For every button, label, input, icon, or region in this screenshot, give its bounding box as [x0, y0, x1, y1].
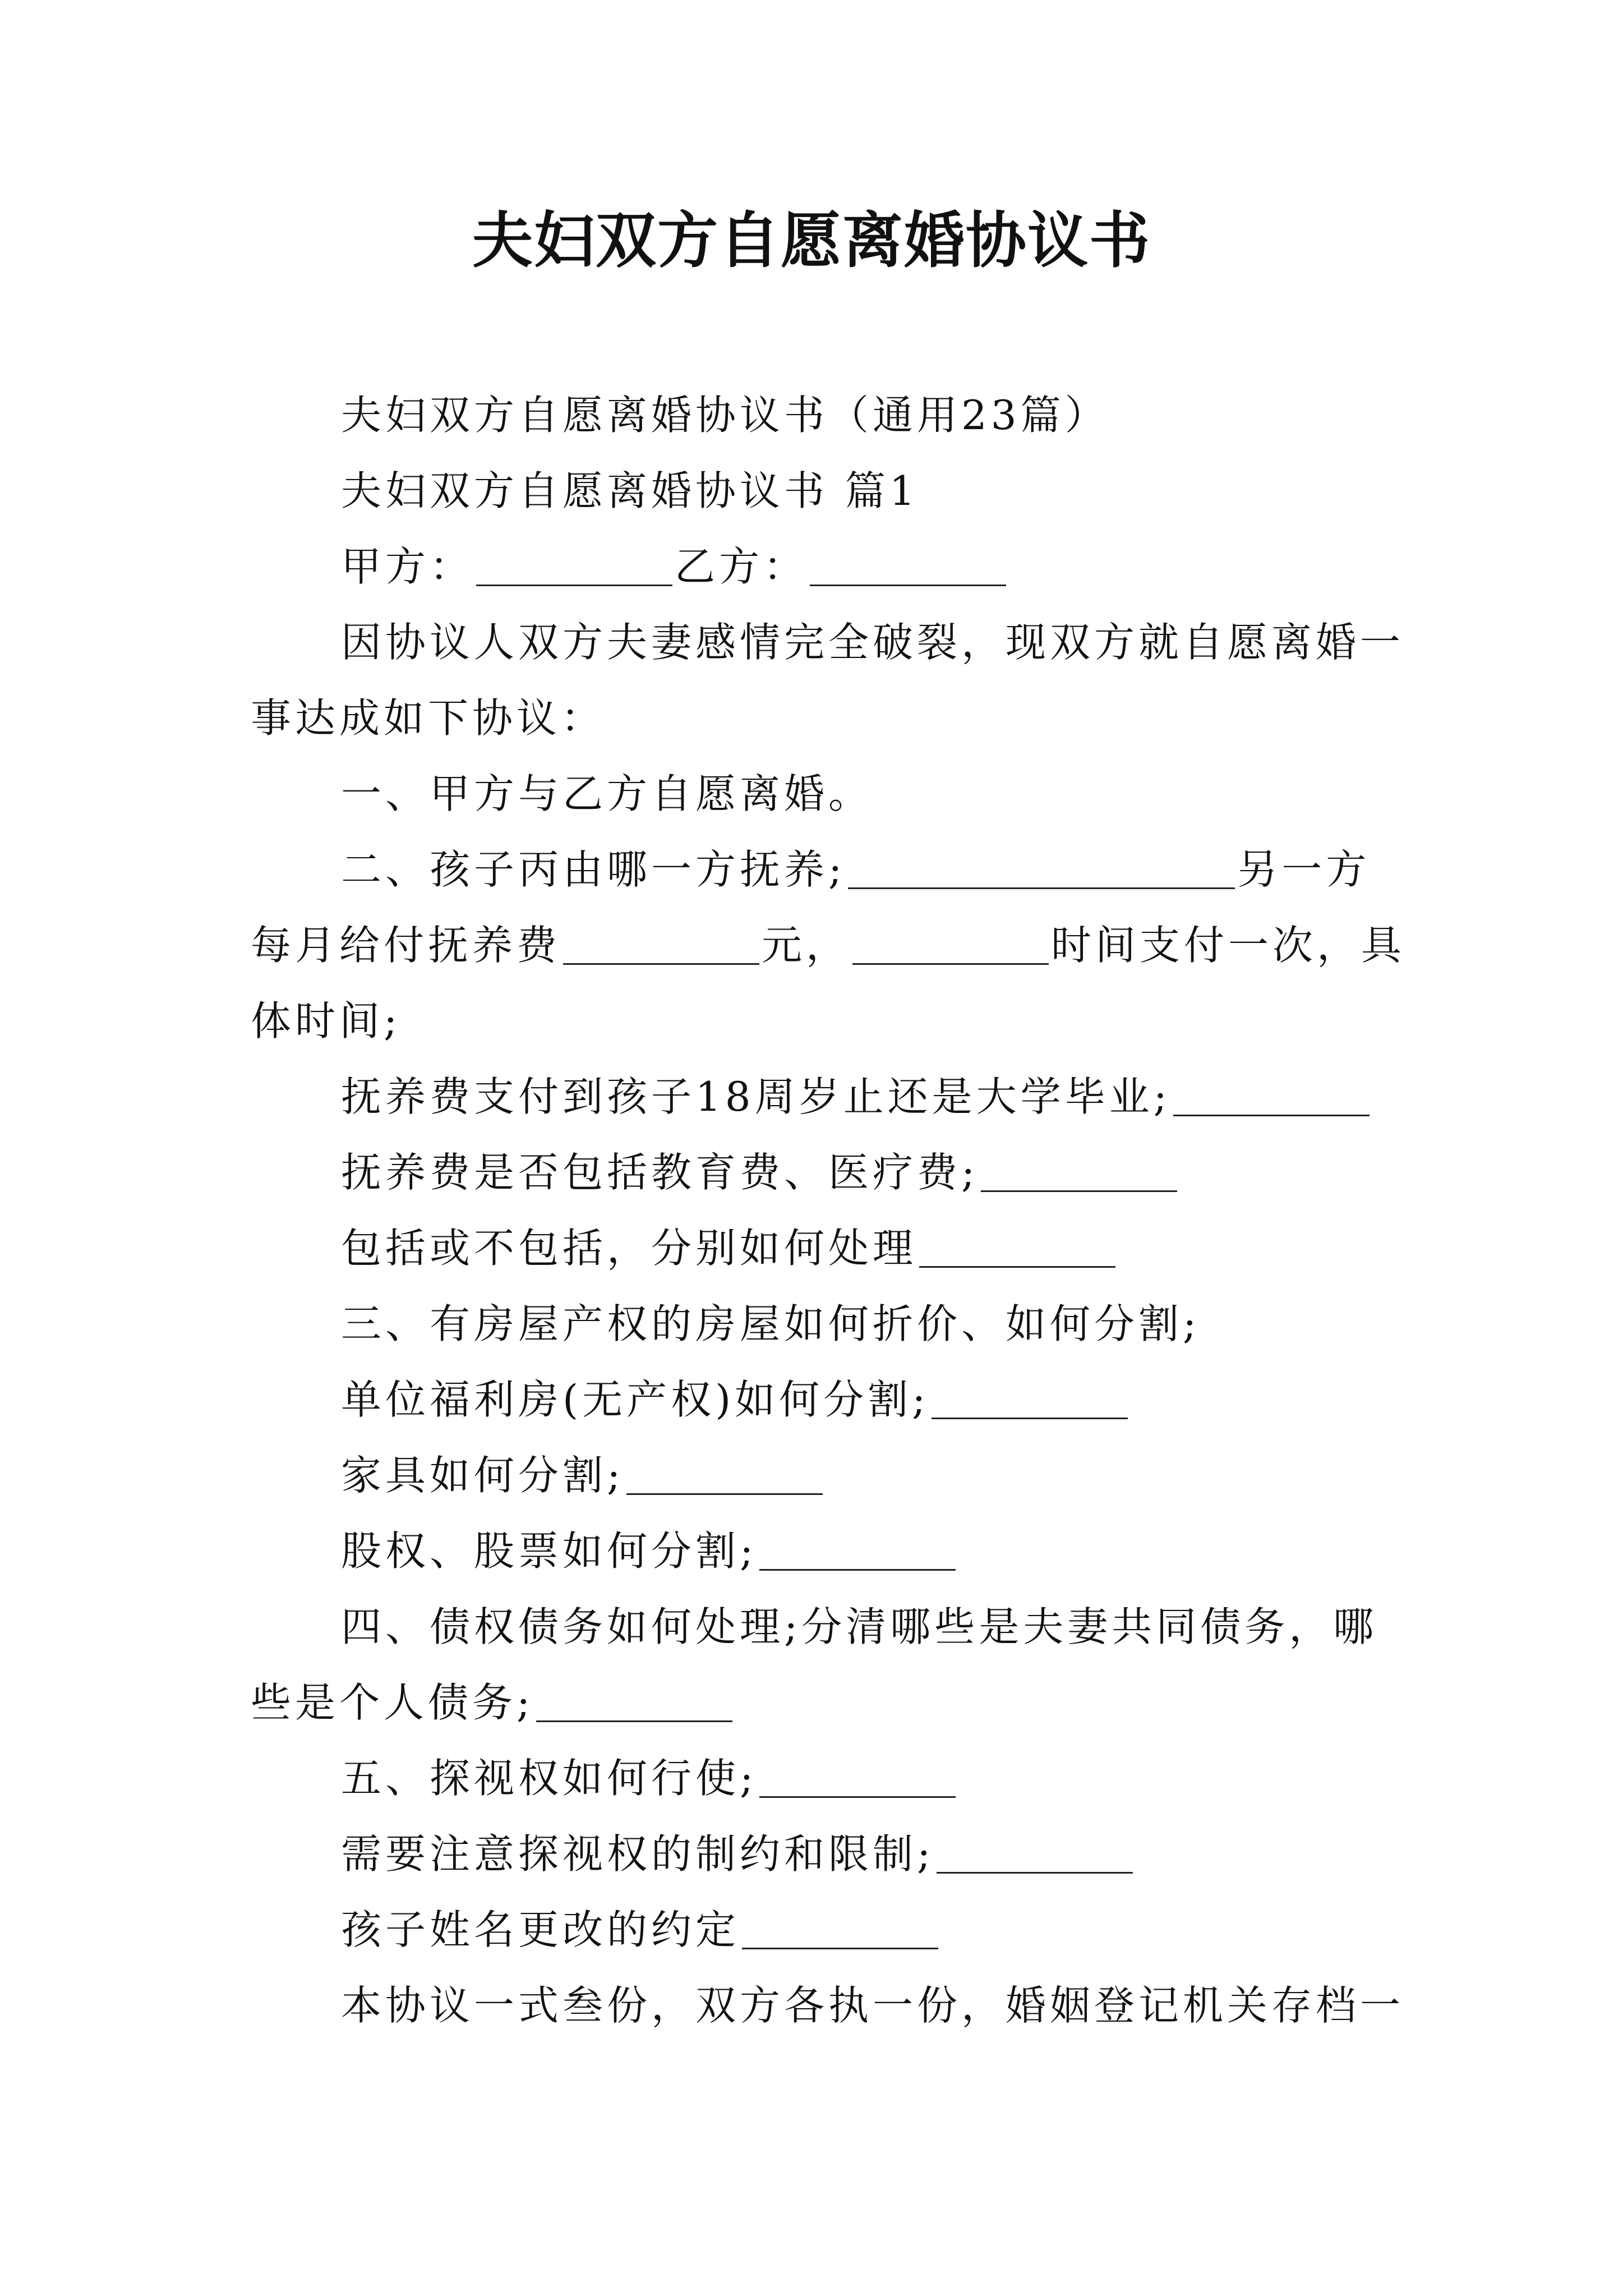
party-b-label: 乙方： [675, 543, 808, 590]
clause-2-line-2-text-b: 元， [762, 922, 851, 969]
child-name-change-blank [742, 1906, 938, 1949]
support-until-blank [1173, 1073, 1370, 1116]
clause-2-text-a: 二、孩子丙由哪一方抚养; [341, 846, 846, 893]
intro-line-2: 事达成如下协议： [251, 694, 606, 742]
welfare-housing-text: 单位福利房(无产权)如何分割; [341, 1376, 930, 1423]
welfare-housing-blank [932, 1376, 1128, 1419]
support-handling-text: 包括或不包括，分别如何处理 [341, 1225, 917, 1272]
support-interval-blank [852, 922, 1049, 965]
clause-1: 一、甲方与乙方自愿离婚。 [341, 770, 873, 817]
clause-4-line-2 [251, 1674, 735, 1731]
clause-2-line-2 [251, 917, 1405, 973]
document-title: 夫妇双方自愿离婚协议书 [472, 206, 1151, 276]
clause-4-line-2-text: 些是个人债务; [251, 1679, 534, 1726]
visitation-limits-blank [937, 1830, 1133, 1874]
clause-5-line [341, 1750, 958, 1806]
intro-line-1: 因协议人双方夫妻感情完全破裂，现双方就自愿离婚一 [341, 619, 1405, 666]
child-name-change-text: 孩子姓名更改的约定 [341, 1906, 740, 1953]
child-name-change-line [341, 1902, 940, 1958]
parties-line [341, 539, 1008, 595]
visitation-limits-line [341, 1826, 1135, 1882]
stocks-text: 股权、股票如何分割; [341, 1527, 758, 1575]
support-includes-blank [981, 1149, 1177, 1192]
furniture-line [341, 1447, 825, 1503]
party-b-blank [810, 543, 1006, 586]
party-a-blank [476, 543, 672, 586]
visitation-blank [759, 1755, 956, 1798]
clause-4-line-1: 四、债权债务如何处理;分清哪些是夫妻共同债务，哪 [341, 1603, 1378, 1650]
support-until-text: 抚养费支付到孩子18周岁止还是大学毕业; [341, 1073, 1171, 1120]
clause-5-text: 五、探视权如何行使; [341, 1755, 758, 1802]
support-amount-blank [563, 922, 759, 965]
support-includes-text: 抚养费是否包括教育费、医疗费; [341, 1149, 979, 1196]
stocks-line [341, 1523, 958, 1579]
custody-blank [848, 846, 1235, 889]
party-a-label: 甲方： [341, 543, 474, 590]
support-until-line [341, 1069, 1372, 1125]
personal-debt-blank [536, 1679, 732, 1722]
furniture-text: 家具如何分割; [341, 1452, 625, 1499]
welfare-housing-line [341, 1372, 1130, 1428]
furniture-blank [626, 1452, 823, 1495]
clause-2-line-2-text-c: 时间支付一次，具 [1051, 922, 1406, 969]
clause-2-text-b: 另一方 [1237, 846, 1371, 893]
section-heading: 夫妇双方自愿离婚协议书 篇1 [341, 467, 919, 514]
copies-line: 本协议一式叁份，双方各执一份，婚姻登记机关存档一 [341, 1982, 1405, 2029]
support-includes-line [341, 1144, 1179, 1200]
clause-2-line-1 [341, 841, 1370, 898]
stocks-blank [759, 1527, 956, 1571]
visitation-limits-text: 需要注意探视权的制约和限制; [341, 1830, 935, 1878]
support-handling-blank [919, 1225, 1115, 1268]
document-subtitle: 夫妇双方自愿离婚协议书（通用23篇） [341, 392, 1109, 439]
support-handling-line [341, 1220, 1118, 1276]
clause-2-line-2-text-a: 每月给付抚养费 [251, 922, 561, 969]
clause-2-line-3: 体时间; [251, 997, 402, 1045]
clause-3: 三、有房屋产权的房屋如何折价、如何分割; [341, 1300, 1201, 1347]
